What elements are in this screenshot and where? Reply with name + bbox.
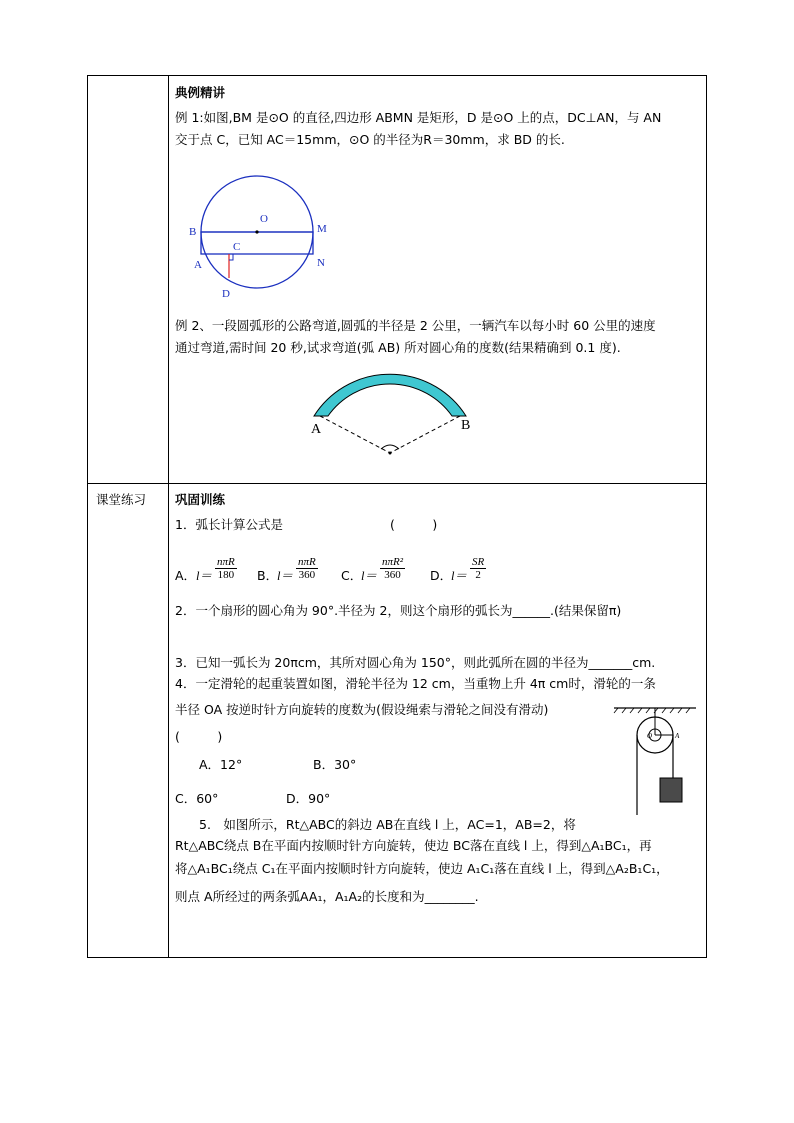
- section-header-training: 巩固训练: [175, 492, 226, 507]
- option-a-eq: l＝: [196, 569, 212, 583]
- option-a-numerator: nπR: [217, 556, 235, 568]
- option-c-label: C．: [341, 568, 363, 583]
- question-4-answer-paren: ( ): [175, 729, 223, 744]
- option-a-denominator: 180: [217, 569, 235, 581]
- label-A: A: [311, 422, 322, 437]
- example2-text-line1: 例 2、一段圆弧形的公路弯道,圆弧的半径是 2 公里，一辆汽车以每小时 60 公里的速度: [175, 318, 656, 333]
- label-A: A: [194, 259, 202, 271]
- option-c-denominator: 360: [384, 569, 401, 581]
- option-a-label: A．: [175, 568, 197, 583]
- question-3: 3．已知一弧长为 20πcm，其所对圆心角为 150°，则此弧所在圆的半径为_______cm.: [175, 655, 656, 670]
- option-d-numerator: SR: [472, 556, 485, 568]
- question-4-option-c: C．60°: [175, 791, 219, 806]
- question-4-option-a: A．12°: [199, 757, 243, 772]
- label-A: A: [675, 732, 680, 740]
- label-O: O: [647, 732, 653, 740]
- question-4-option-b: B．30°: [313, 757, 357, 772]
- example1-text-line1: 例 1:如图,BM 是⊙O 的直径,四边形 ABMN 是矩形，D 是⊙O 上的点，DC⊥AN，与 AN: [175, 110, 662, 125]
- question-4-option-d: D．90°: [286, 791, 331, 806]
- label-B: B: [461, 418, 471, 433]
- option-b-fraction: [296, 556, 318, 581]
- question-4-line2: 半径 OA 按逆时针方向旋转的度数为(假设绳索与滑轮之间没有滑动): [175, 702, 549, 717]
- example1-text-line2: 交于点 C，已知 AC＝15mm，⊙O 的半径为R＝30mm，求 BD 的长.: [175, 132, 565, 147]
- label-B: B: [189, 226, 197, 238]
- row-divider: [88, 483, 706, 484]
- option-b-numerator: nπR: [298, 556, 316, 568]
- side-label-class-practice: 课堂练习: [96, 492, 147, 507]
- label-O: O: [260, 213, 268, 225]
- question-1: 1．弧长计算公式是: [175, 517, 283, 532]
- question-1-answer-paren: ( ): [390, 517, 438, 532]
- example2-text-line2: 通过弯道,需时间 20 秒,试求弯道(弧 AB) 所对圆心角的度数(结果精确到 0.1 度).: [175, 340, 621, 355]
- label-C: C: [233, 241, 241, 253]
- question-5-line2: Rt△ABC绕点 B在平面内按顺时针方向旋转，使边 BC落在直线 l 上，得到△A₁BC₁，再: [175, 838, 652, 853]
- figure-circle-rectangle: [185, 170, 345, 305]
- option-d-denominator: 2: [475, 569, 481, 581]
- option-b-eq: l＝: [277, 569, 293, 583]
- label-D: D: [222, 288, 230, 300]
- section-header-examples: 典例精讲: [175, 85, 226, 100]
- option-d-eq: l＝: [451, 569, 467, 583]
- question-2: 2．一个扇形的圆心角为 90°.半径为 2，则这个扇形的弧长为______.(结果保留π): [175, 603, 622, 618]
- column-divider: [168, 76, 169, 957]
- option-b-label: B．: [257, 568, 279, 583]
- option-a-fraction: [215, 556, 237, 581]
- option-c-eq: l＝: [361, 569, 377, 583]
- figure-pulley: [610, 698, 700, 818]
- question-4-line1: 4．一定滑轮的起重装置如图，滑轮半径为 12 cm，当重物上升 4π cm时，滑轮的一条: [175, 676, 656, 691]
- figure-road-arc: [305, 355, 485, 460]
- question-5-line3: 将△A₁BC₁绕点 C₁在平面内按顺时针方向旋转，使边 A₁C₁落在直线 l 上，得到△A₂B₁C₁，: [175, 861, 669, 876]
- option-d-fraction: [470, 556, 486, 581]
- label-M: M: [317, 223, 327, 235]
- option-d-label: D．: [430, 568, 453, 583]
- question-5-line4: 则点 A所经过的两条弧AA₁，A₁A₂的长度和为________.: [175, 889, 479, 904]
- option-b-denominator: 360: [298, 569, 316, 581]
- option-c-fraction: [380, 556, 405, 581]
- label-N: N: [317, 257, 325, 269]
- question-5-line1: 5. 如图所示，Rt△ABC的斜边 AB在直线 l 上，AC=1，AB=2，将: [199, 817, 576, 832]
- option-c-numerator: nπR²: [382, 556, 404, 568]
